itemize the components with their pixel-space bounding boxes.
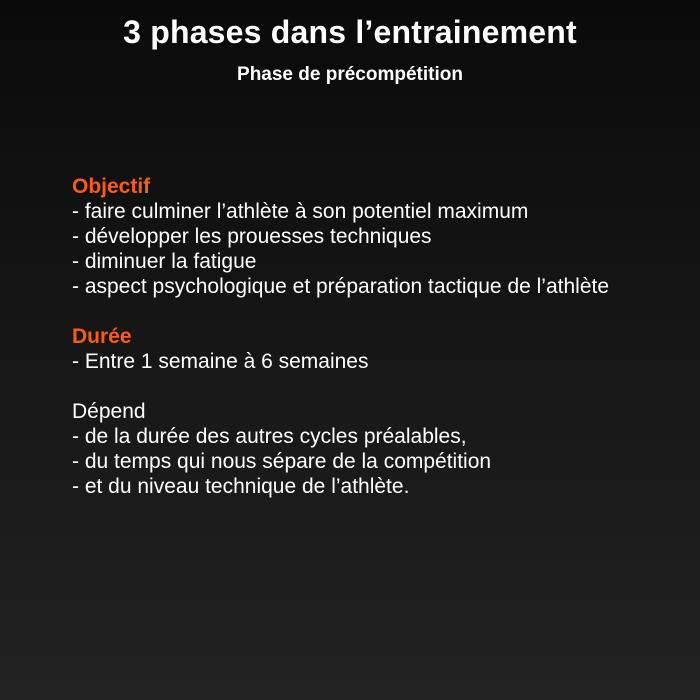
- list-item: - Entre 1 semaine à 6 semaines: [72, 350, 369, 373]
- section-duree: [72, 324, 632, 374]
- section-heading-depend: Dépend: [72, 400, 146, 423]
- section-depend: [72, 399, 632, 499]
- section-objectif: [72, 174, 632, 299]
- slide-title: 3 phases dans l’entrainement: [123, 14, 577, 50]
- section-spacer: [72, 374, 632, 399]
- list-item: - aspect psychologique et préparation tactique de l’athlète: [72, 275, 610, 298]
- section-heading-objectif: Objectif: [72, 175, 151, 198]
- list-item: - développer les prouesses techniques: [72, 225, 432, 248]
- section-spacer: [72, 299, 632, 324]
- list-item: - de la durée des autres cycles préalables,: [72, 425, 467, 448]
- list-item: - faire culminer l’athlète à son potentiel maximum: [72, 200, 529, 223]
- list-item: - et du niveau technique de l’athlète.: [72, 475, 410, 498]
- section-heading-duree: Durée: [72, 325, 132, 348]
- list-item: - diminuer la fatigue: [72, 250, 257, 273]
- list-item: - du temps qui nous sépare de la compétition: [72, 450, 492, 473]
- slide-subtitle: Phase de précompétition: [237, 64, 463, 85]
- slide-content: [72, 174, 632, 499]
